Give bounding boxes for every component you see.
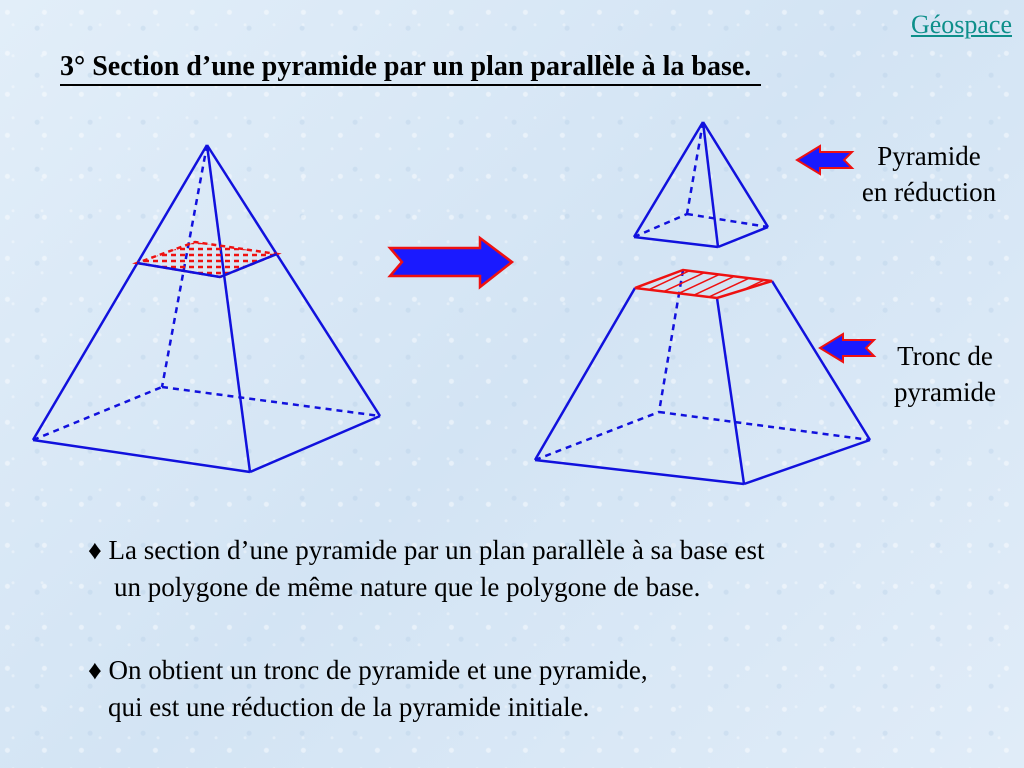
edge-right — [207, 145, 380, 416]
label-frustum — [870, 338, 1020, 410]
base-hidden-right — [162, 387, 380, 416]
bullet-text-line1: On obtient un tronc de pyramide et une pyramide, — [108, 655, 648, 685]
label-reduced-pyramid-line2: en réduction — [861, 177, 997, 207]
label-frustum-line2: pyramide — [894, 377, 996, 407]
bullet-section-property — [88, 532, 765, 606]
label-reduced-pyramid — [836, 138, 1022, 210]
label-frustum-line1: Tronc de — [897, 341, 993, 371]
bullet-result — [88, 652, 648, 726]
edge-front — [207, 145, 250, 472]
diamond-bullet-icon: ♦ — [88, 655, 102, 685]
base-front-left — [33, 440, 250, 472]
label-reduced-pyramid-line1: Pyramide — [877, 141, 981, 171]
frustum-top-section — [635, 270, 772, 298]
frustum — [535, 270, 870, 484]
arrow-to-frustum — [820, 334, 874, 362]
edge-left — [33, 145, 207, 440]
transformation-arrow — [390, 238, 512, 287]
diamond-bullet-icon: ♦ — [88, 535, 102, 565]
original-pyramid — [33, 145, 380, 472]
section-plane — [137, 242, 277, 277]
geospace-link[interactable]: Géospace — [910, 10, 1012, 39]
bullet-text-line2: qui est une réduction de la pyramide initiale. — [108, 692, 590, 722]
bullet-text-line1: La section d’une pyramide par un plan parallèle à sa base est — [108, 535, 765, 565]
reduced-pyramid — [634, 122, 768, 247]
base-front-right — [250, 416, 380, 472]
page-title: 3° Section d’une pyramide par un plan parallèle à la base. — [60, 50, 761, 86]
bullet-text-line2: un polygone de même nature que le polygone de base. — [114, 572, 701, 602]
base-hidden-left — [33, 387, 162, 440]
